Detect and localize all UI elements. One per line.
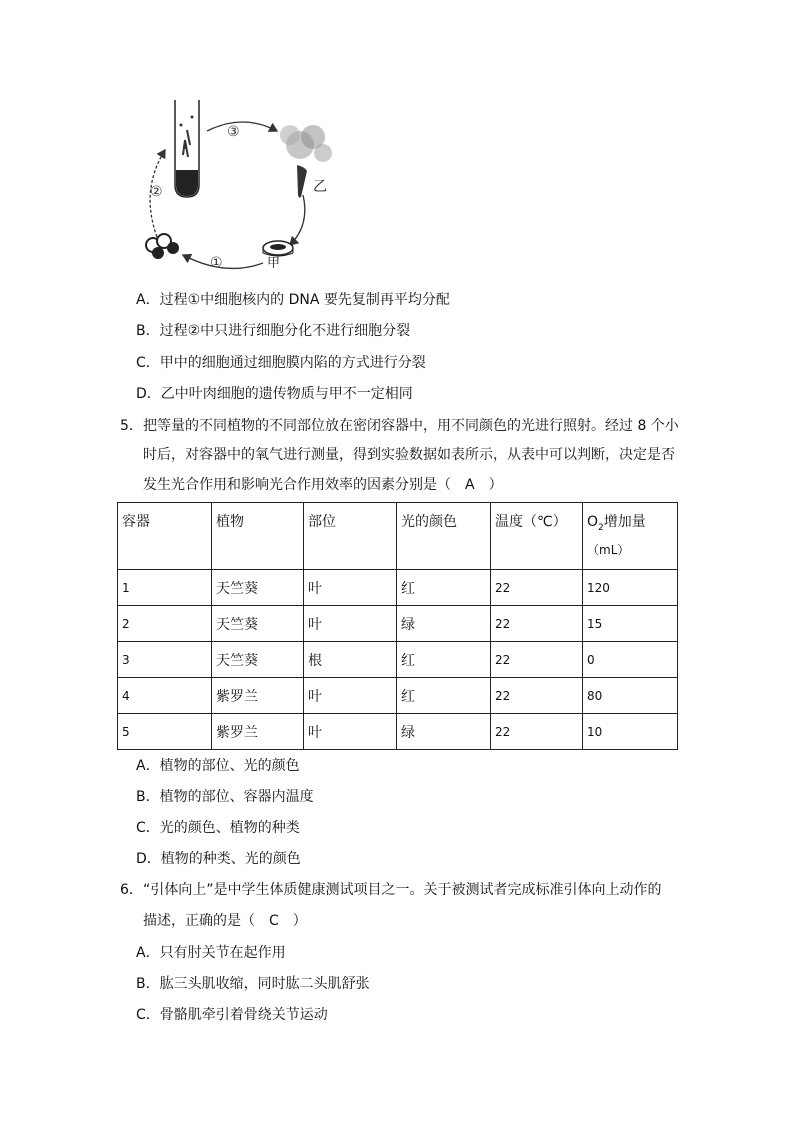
label-jia: 甲	[267, 256, 281, 271]
q4-option-a: A．过程①中细胞核内的 DNA 要先复制再平均分配	[136, 292, 450, 308]
header-temperature: 温度（℃）	[491, 503, 583, 570]
tissue-culture-diagram	[135, 95, 355, 280]
q6-option-a: A．只有肘关节在起作用	[136, 945, 286, 961]
header-plant: 植物	[212, 503, 304, 570]
arrow-step1	[183, 255, 263, 268]
arrow-to-jia	[290, 195, 305, 245]
label-step2: ②	[150, 184, 163, 200]
label-yi: 乙	[313, 179, 327, 195]
q5-option-c: C．光的颜色、植物的种类	[136, 820, 300, 836]
label-step3: ③	[227, 124, 240, 140]
q5-stem-line3: 发生光合作用和影响光合作用效率的因素分别是（ A ）	[143, 477, 503, 493]
table-row: 3 天竺葵 根 红 22 0	[118, 642, 678, 678]
q4-option-d: D．乙中叶肉细胞的遗传物质与甲不一定相同	[136, 386, 413, 402]
header-part: 部位	[304, 503, 397, 570]
q6-stem-line1: “引体向上”是中学生体质健康测试项目之一。关于被测试者完成标准引体向上动作的	[143, 882, 662, 898]
table-row: 2 天竺葵 叶 绿 22 15	[118, 606, 678, 642]
label-step1: ①	[210, 255, 223, 271]
petri-dish	[263, 241, 293, 256]
header-o2-increase: $O_2$增加量 （mL）	[583, 503, 678, 570]
experiment-table	[117, 502, 678, 750]
q5-stem-line1: 把等量的不同植物的不同部位放在密闭容器中，用不同颜色的光进行照射。经过 8 个小	[143, 418, 679, 434]
q5-number: 5．	[120, 418, 143, 434]
header-light-color: 光的颜色	[397, 503, 491, 570]
q5-option-b: B．植物的部位、容器内温度	[136, 789, 314, 805]
q6-option-c: C．骨骼肌牵引着骨绕关节运动	[136, 1007, 328, 1023]
table-row: 5 紫罗兰 叶 绿 22 10	[118, 714, 678, 750]
header-container: 容器	[118, 503, 212, 570]
q6-option-b: B．肱三头肌收缩，同时肱二头肌舒张	[136, 976, 370, 992]
q5-option-d: D．植物的种类、光的颜色	[136, 851, 301, 867]
table-row: 4 紫罗兰 叶 红 22 80	[118, 678, 678, 714]
table-row: 1 天竺葵 叶 红 22 120	[118, 570, 678, 606]
table-header-row	[118, 503, 678, 570]
q4-option-c: C．甲中的细胞通过细胞膜内陷的方式进行分裂	[136, 355, 426, 371]
q4-option-b: B．过程②中只进行细胞分化不进行细胞分裂	[136, 323, 411, 339]
q6-stem-line2: 描述，正确的是（ C ）	[143, 913, 307, 929]
q5-option-a: A．植物的部位、光的颜色	[136, 758, 300, 774]
q6-number: 6．	[120, 882, 143, 898]
arrow-step3	[207, 122, 277, 131]
test-tube	[175, 100, 199, 197]
q5-stem-line2: 时后，对容器中的氧气进行测量，得到实验数据如表所示，从表中可以判断，决定是否	[143, 447, 675, 463]
cell-cluster	[146, 234, 179, 259]
